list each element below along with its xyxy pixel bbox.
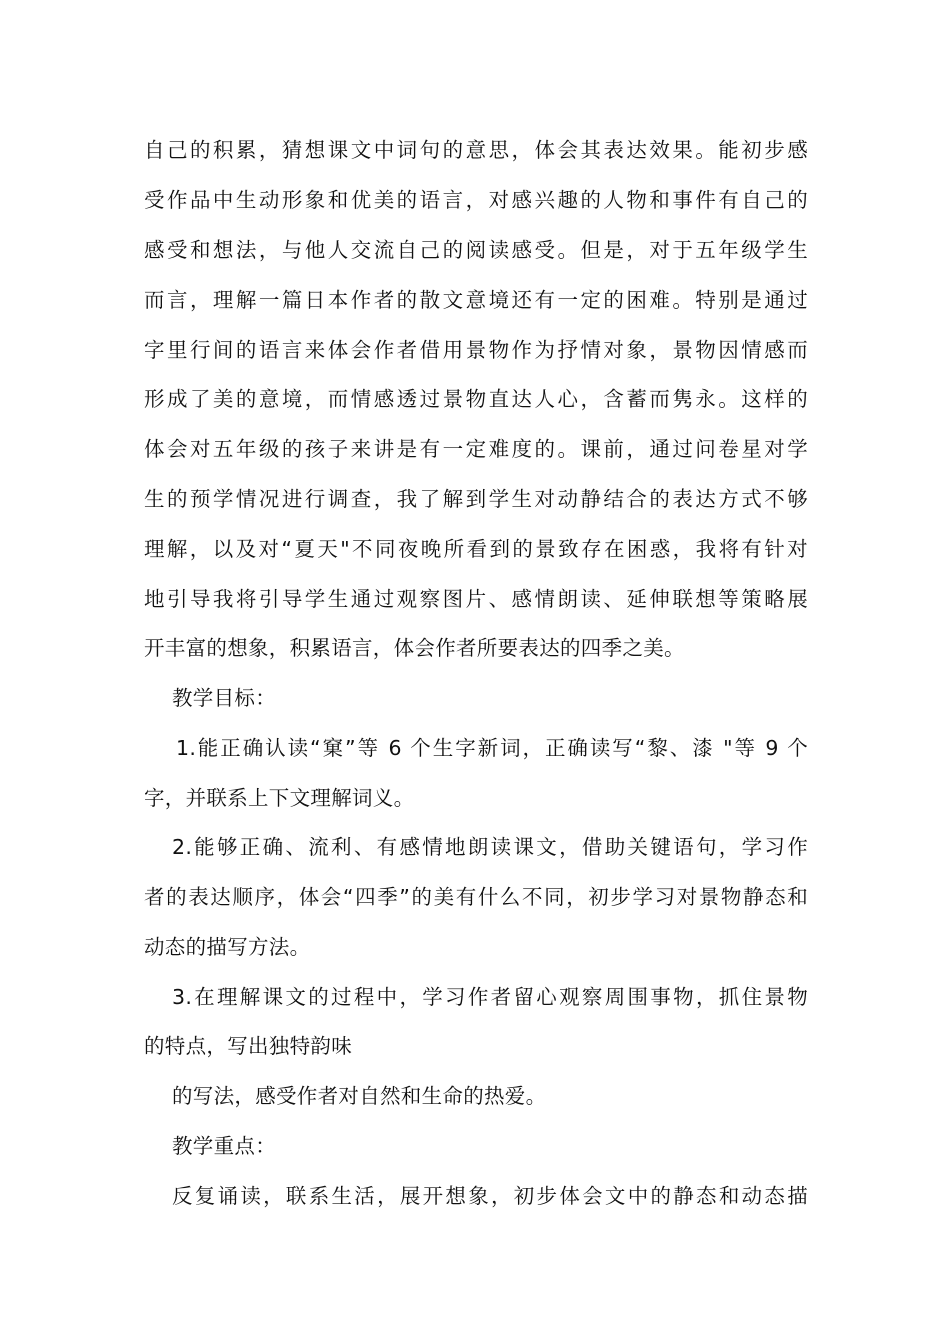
goal-item-2-continued: 者的表达顺序，体会“四季”的美有什么不同，初步学习对景物静态和	[144, 885, 808, 909]
body-text-line: 地引导我将引导学生通过观察图片、感情朗读、延伸联想等策略展	[144, 587, 808, 611]
body-text-line: 生的预学情况进行调查，我了解到学生对动静结合的表达方式不够	[144, 487, 808, 511]
section-heading-teaching-focus: 教学重点：	[172, 1134, 276, 1158]
goal-item-1: 1.能正确认读“窠”等 6 个生字新词，正确读写“黎、漆 "等 9 个	[176, 736, 808, 760]
body-text-line: 形成了美的意境，而情感透过景物直达人心，含蓄而隽永。这样的	[144, 387, 808, 411]
body-text-line: 理解，以及对“夏天"不同夜晚所看到的景致存在困惑，我将有针对	[144, 537, 808, 561]
body-text-line: 受作品中生动形象和优美的语言，对感兴趣的人物和事件有自己的	[144, 188, 808, 212]
section-heading-teaching-goals: 教学目标：	[172, 686, 276, 710]
body-text-line: 字里行间的语言来体会作者借用景物作为抒情对象，景物因情感而	[144, 338, 808, 362]
body-text-line: 开丰富的想象，积累语言，体会作者所要表达的四季之美。	[144, 636, 685, 660]
goal-item-3-continued: 的写法，感受作者对自然和生命的热爱。	[172, 1084, 547, 1108]
focus-text-line: 反复诵读，联系生活，展开想象，初步体会文中的静态和动态描	[172, 1184, 808, 1208]
body-text-line: 自己的积累，猜想课文中词句的意思，体会其表达效果。能初步感	[144, 138, 808, 162]
goal-item-2-continued: 动态的描写方法。	[144, 935, 311, 959]
goal-item-3: 3.在理解课文的过程中，学习作者留心观察周围事物，抓住景物	[172, 985, 808, 1009]
goal-item-2: 2.能够正确、流利、有感情地朗读课文，借助关键语句，学习作	[172, 835, 808, 859]
goal-item-1-continued: 字，并联系上下文理解词义。	[144, 786, 415, 810]
body-text-line: 而言，理解一篇日本作者的散文意境还有一定的困难。特别是通过	[144, 288, 808, 312]
body-text-line: 体会对五年级的孩子来讲是有一定难度的。课前，通过问卷星对学	[144, 437, 808, 461]
goal-item-3-continued: 的特点，写出独特韵味	[144, 1034, 352, 1058]
body-text-line: 感受和想法，与他人交流自己的阅读感受。但是，对于五年级学生	[144, 238, 808, 262]
